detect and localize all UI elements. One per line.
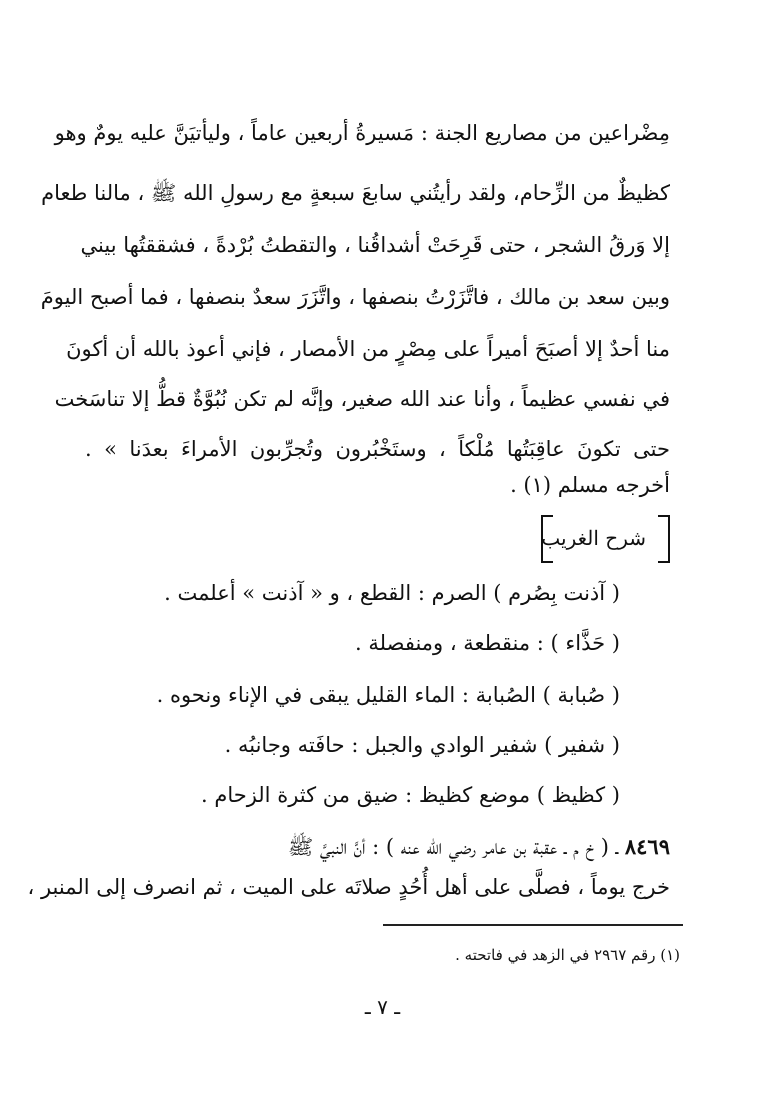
body-line-4: وبين سعد بن مالك ، فاتَّزَرْتُ بنصفها ، واتَّزَرَ سعدٌ بنصفها ، فما أصبح اليومَ <box>40 285 670 309</box>
body-line-2: كظيظٌ من الزِّحام، ولقد رأيتُني سابعَ سبعةٍ مع رسولِ الله ﷺ ، مالنا طعام <box>41 181 670 205</box>
body-line-6: في نفسي عظيماً ، وأنا عند الله صغير، وإنَّه لم تكن نُبُوَّةٌ قطُّ إلا تناسَخت <box>54 387 670 411</box>
source-citation: أخرجه مسلم (١) . <box>510 473 670 497</box>
body-line-3: إلا وَرقُ الشجر ، حتى قَرِحَتْ أشداقُنا ، والتقطتُ بُرْدةً ، فشققتُها بيني <box>80 233 670 257</box>
hadith-number: ٨٤٦٩ <box>624 834 670 859</box>
body-line-5: منا أحدٌ إلا أصبَحَ أميراً على مِصْرٍ من الأمصار ، فإني أعوذ بالله أن أكونَ <box>66 337 670 361</box>
hadith-intro: ـ ( خ م ـ عقبة بن عامر رضي الله عنه ) : أنَّ النبيَّ ﷺ <box>287 835 619 859</box>
footnote: (١) رقم ٢٩٦٧ في الزهد في فاتحته . <box>455 946 680 964</box>
gloss-entry-3: ( صُبابة ) الصُبابة : الماء القليل يبقى في الإناء ونحوه . <box>156 683 620 707</box>
hadith-line-2: خرج يوماً ، فصلَّى على أهل أُحُدٍ صلاتَه على الميت ، ثم انصرف إلى المنبر ، <box>27 875 670 899</box>
body-line-7: حتى تكونَ عاقِبَتُها مُلْكاً ، وستَخْبُرون وتُجرِّبون الأمراءَ بعدَنا » . <box>85 437 670 461</box>
body-line-1: مِضْراعين من مصاريع الجنة : مَسيرةُ أربعين عاماً ، وليأتيَنَّ عليه يومٌ وهو <box>54 121 670 145</box>
glossary-heading: شرح الغريب <box>541 526 646 550</box>
gloss-entry-2: ( حَذَّاء ) : منقطعة ، ومنفصلة . <box>355 631 620 655</box>
hadith-header <box>288 832 670 862</box>
footnote-divider <box>383 924 683 926</box>
glossary-heading-frame <box>541 515 670 563</box>
gloss-entry-5: ( كظيظ ) موضع كظيظ : ضيق من كثرة الزحام . <box>200 783 620 807</box>
gloss-entry-4: ( شفير ) شفير الوادي والجبل : حافَته وجانبُه . <box>224 733 620 757</box>
gloss-entry-1: ( آذنت بِصُرم ) الصرم : القطع ، و « آذنت » أعلمت . <box>164 581 620 605</box>
page-number: ـ ٧ ـ <box>364 995 401 1019</box>
